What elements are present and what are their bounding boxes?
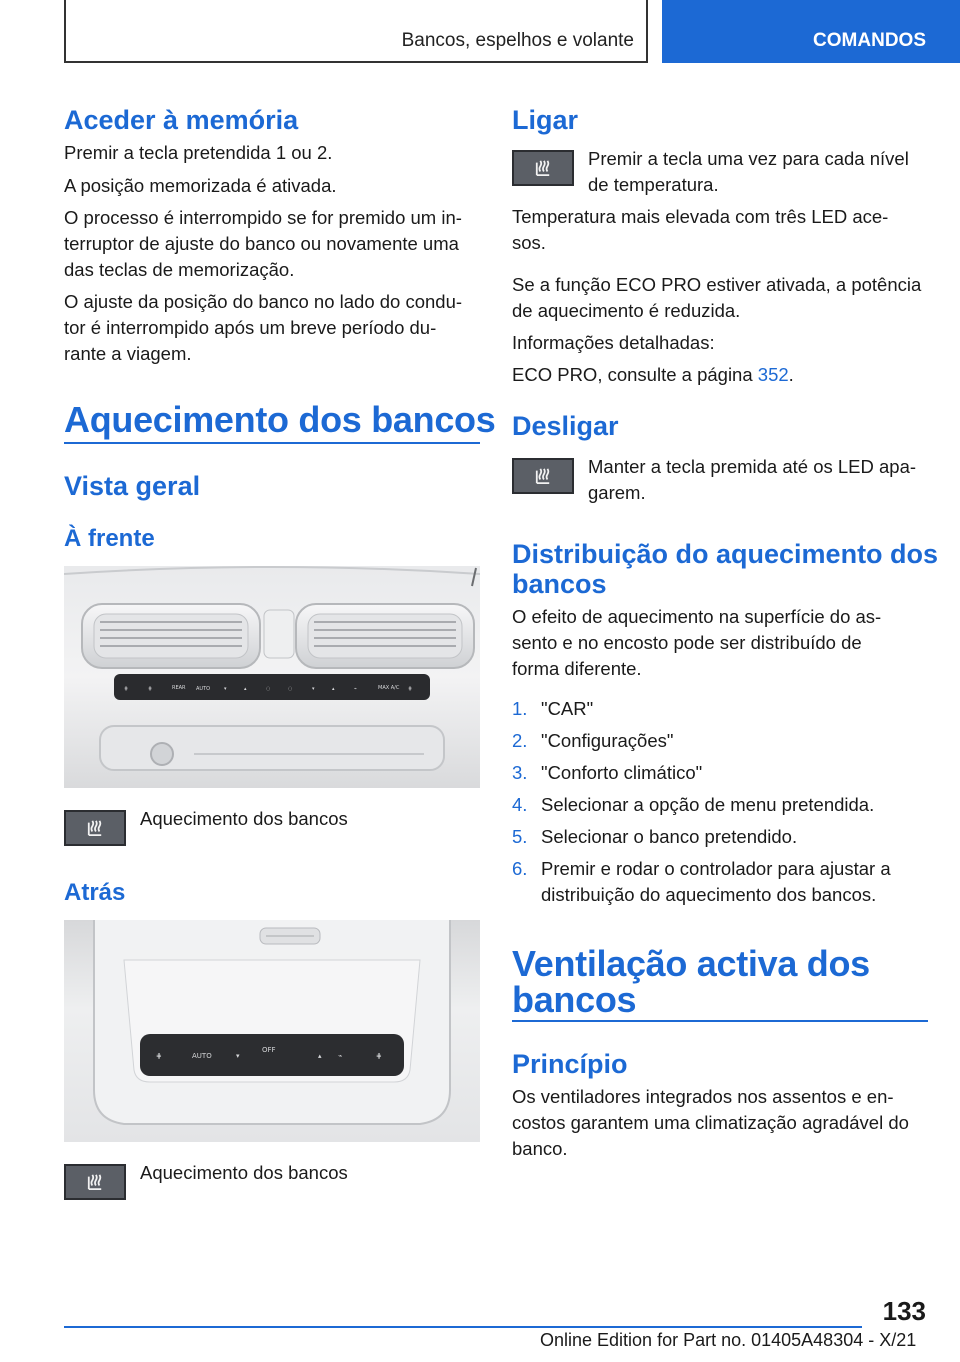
svg-text:⋕: ⋕	[376, 1052, 382, 1060]
step-number: 4.	[512, 794, 528, 815]
svg-text:⌁: ⌁	[338, 1052, 343, 1060]
svg-text:◌: ◌	[266, 686, 271, 692]
memory-paragraph-1: Premir a tecla pretendida 1 ou 2.	[64, 142, 333, 163]
svg-text:▴: ▴	[318, 1052, 322, 1060]
panel-label-rear: REAR	[172, 685, 186, 691]
rear-climate-panel-photo	[64, 920, 480, 1142]
svg-text:⋕: ⋕	[156, 1052, 162, 1060]
step-number: 5.	[512, 826, 528, 847]
principle-paragraph-line-3: banco.	[512, 1138, 568, 1159]
seat-heating-icon	[64, 1164, 126, 1200]
distribution-paragraph-line-2: sento e no encosto pode ser distribuído de	[512, 632, 862, 653]
svg-text:▾: ▾	[224, 686, 227, 692]
page-ref-suffix: .	[788, 364, 794, 385]
memory-paragraph-3-line-1: O processo é interrompido se for premido um in-	[64, 207, 462, 228]
principle-paragraph-line-1: Os ventiladores integrados nos assentos e en-	[512, 1086, 894, 1107]
seat-heating-icon	[512, 150, 574, 186]
svg-text:▴: ▴	[244, 686, 247, 692]
overview-heading: Vista geral	[64, 471, 201, 501]
step-number: 3.	[512, 762, 528, 783]
rear-panel-label-auto: AUTO	[192, 1052, 212, 1060]
edition-text: Online Edition for Part no. 01405A48304 - X/21	[540, 1330, 917, 1350]
svg-text:▴: ▴	[332, 686, 335, 692]
step-text: "CAR"	[541, 698, 594, 719]
page-link-352[interactable]: 352	[757, 364, 789, 385]
distribution-heading-line-2: bancos	[512, 569, 607, 599]
ventilation-heading-line-2: bancos	[512, 979, 637, 1020]
step-text-continued: distribuição do aquecimento dos bancos.	[541, 884, 877, 905]
on-paragraph-1-line-2: sos.	[512, 232, 546, 253]
on-instruction-line-2: de temperatura.	[588, 174, 719, 195]
front-caption: Aquecimento dos bancos	[140, 808, 348, 829]
memory-paragraph-2: A posição memorizada é ativada.	[64, 175, 337, 196]
memory-paragraph-4-line-1: O ajuste da posição do banco no lado do condu-	[64, 291, 463, 312]
off-instruction-line-1: Manter a tecla premida até os LED apa-	[588, 456, 917, 477]
step-number: 2.	[512, 730, 528, 751]
panel-label-auto: AUTO	[196, 686, 211, 692]
header-section-tab[interactable]	[662, 0, 960, 63]
svg-text:⋕: ⋕	[148, 686, 153, 692]
memory-paragraph-4-line-3: rante a viagem.	[64, 343, 192, 364]
svg-text:▾: ▾	[236, 1052, 240, 1060]
on-heading: Ligar	[512, 105, 579, 135]
on-paragraph-2-line-1: Se a função ECO PRO estiver ativada, a potência	[512, 274, 922, 295]
step-number: 1.	[512, 698, 528, 719]
svg-text:⌁: ⌁	[354, 686, 358, 692]
page-ref-prefix: ECO PRO, consulte a página	[512, 364, 758, 385]
front-heading: À frente	[64, 525, 155, 552]
svg-text:▾: ▾	[312, 686, 315, 692]
rear-heading: Atrás	[64, 879, 126, 906]
principle-paragraph-line-2: costos garantem uma climatização agradável do	[512, 1112, 909, 1133]
memory-heading: Aceder à memória	[64, 105, 299, 135]
on-paragraph-3: Informações detalhadas:	[512, 332, 715, 353]
rear-caption: Aquecimento dos bancos	[140, 1162, 348, 1183]
section-title: COMANDOS	[813, 30, 926, 51]
distribution-heading-line-1: Distribuição do aquecimento dos	[512, 539, 939, 569]
footer-rule	[64, 1326, 862, 1328]
memory-paragraph-3-line-3: das teclas de memorização.	[64, 259, 295, 280]
svg-text:◌: ◌	[288, 686, 293, 692]
step-number: 6.	[512, 858, 528, 879]
step-text: Premir e rodar o controlador para ajustar a	[541, 858, 891, 879]
seat-heating-heading: Aquecimento dos bancos	[64, 399, 496, 440]
on-instruction-line-1: Premir a tecla uma vez para cada nível	[588, 148, 909, 169]
seat-heating-icon	[512, 458, 574, 494]
step-text: Selecionar o banco pretendido.	[541, 826, 798, 847]
distribution-paragraph-line-1: O efeito de aquecimento na superfície do as-	[512, 606, 882, 627]
on-paragraph-4	[512, 362, 794, 388]
page-number: 133	[882, 1296, 926, 1326]
panel-label-max-ac: MAX A/C	[378, 685, 400, 691]
off-instruction-line-2: garem.	[588, 482, 646, 503]
svg-text:⋕: ⋕	[408, 686, 413, 692]
on-paragraph-1-line-1: Temperatura mais elevada com três LED ace-	[512, 206, 889, 227]
step-text: Selecionar a opção de menu pretendida.	[541, 794, 875, 815]
distribution-paragraph-line-3: forma diferente.	[512, 658, 642, 679]
svg-text:⋕: ⋕	[124, 686, 129, 692]
off-heading: Desligar	[512, 411, 619, 441]
step-text: "Conforto climático"	[541, 762, 703, 783]
seat-heating-icon	[64, 810, 126, 846]
on-paragraph-2-line-2: de aquecimento é reduzida.	[512, 300, 741, 321]
step-text: "Configurações"	[541, 730, 674, 751]
section-rule	[512, 1020, 928, 1022]
header-chapter-box	[64, 0, 648, 63]
rear-panel-label-off: OFF	[262, 1046, 276, 1054]
principle-heading: Princípio	[512, 1049, 628, 1079]
section-rule	[64, 442, 480, 444]
memory-paragraph-3-line-2: terruptor de ajuste do banco ou novamente uma	[64, 233, 459, 254]
memory-paragraph-4-line-2: tor é interrompido após um breve período du-	[64, 317, 437, 338]
ventilation-heading-line-1: Ventilação activa dos	[512, 943, 870, 984]
front-climate-panel-photo	[64, 566, 480, 788]
chapter-title: Bancos, espelhos e volante	[401, 30, 634, 51]
